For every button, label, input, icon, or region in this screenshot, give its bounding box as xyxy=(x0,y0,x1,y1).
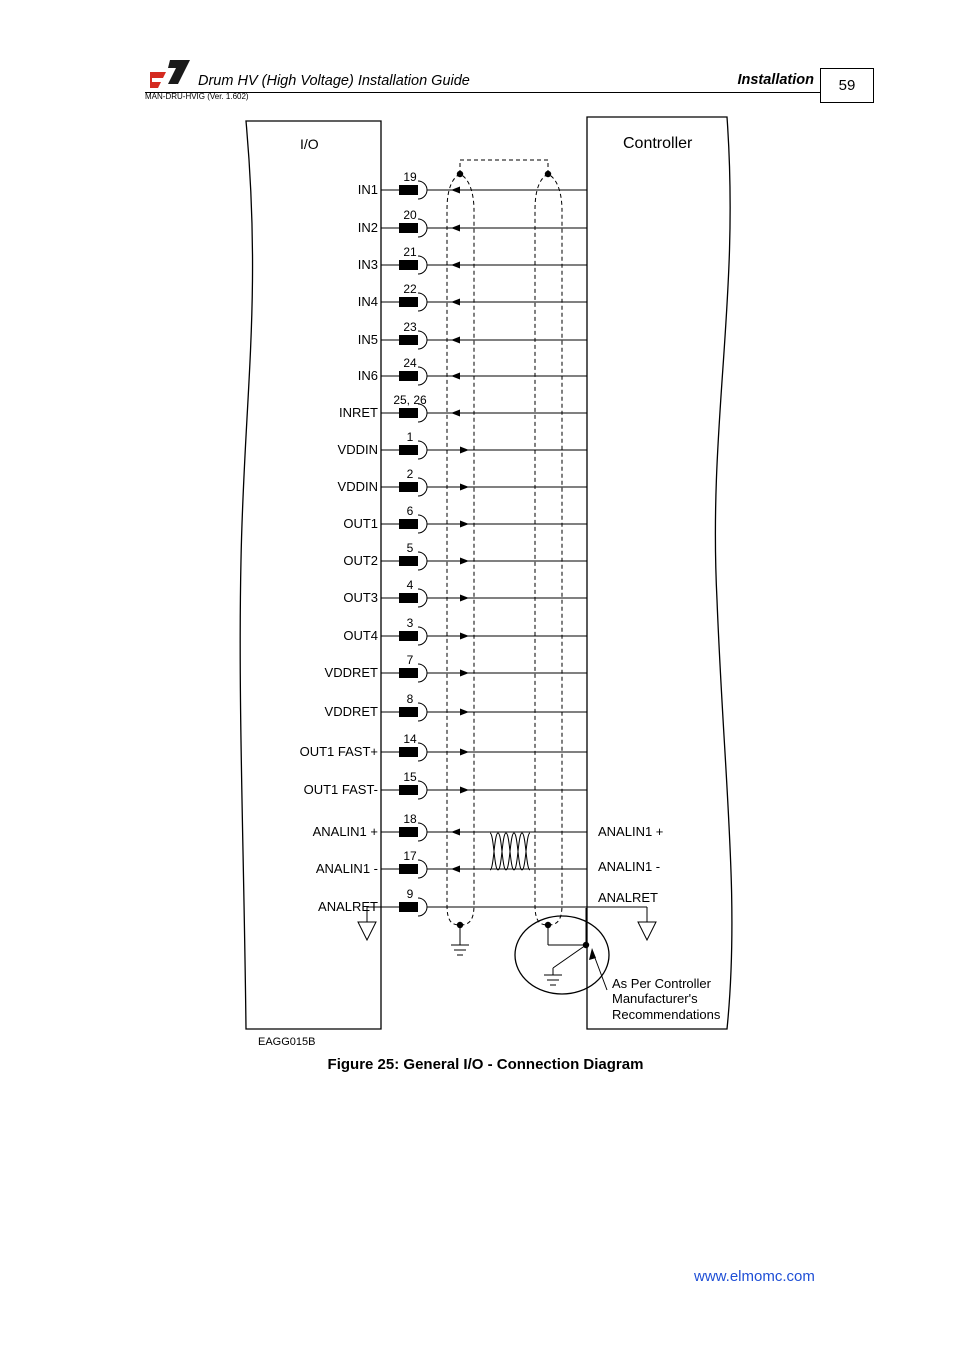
signal-row xyxy=(304,770,587,799)
connector-pin xyxy=(399,408,418,418)
signal-row xyxy=(318,887,587,916)
pin-number: 20 xyxy=(403,208,417,222)
signal-row xyxy=(338,467,587,496)
connector-pin xyxy=(399,297,418,307)
arrow-icon xyxy=(460,749,469,756)
footer-website-link[interactable]: www.elmomc.com xyxy=(694,1268,815,1285)
controller-ground-detail xyxy=(515,908,609,994)
signal-row xyxy=(343,616,587,645)
signal-label: ANALRET xyxy=(318,899,378,914)
arrow-icon xyxy=(451,299,460,306)
arrow-icon xyxy=(451,337,460,344)
arrow-icon xyxy=(460,595,469,602)
pin-number: 19 xyxy=(403,170,417,184)
signal-label: OUT1 FAST- xyxy=(303,782,378,797)
connector-pin xyxy=(399,519,418,529)
arrow-icon xyxy=(451,866,460,873)
signal-label: IN4 xyxy=(357,294,378,309)
connector-pin xyxy=(399,335,418,345)
controller-label-analin1-plus: ANALIN1 + xyxy=(598,824,664,839)
arrow-icon xyxy=(460,670,469,677)
signal-row xyxy=(316,849,587,878)
controller-box-label: Controller xyxy=(623,135,693,152)
connector-pin xyxy=(399,827,418,837)
arrow-icon xyxy=(451,829,460,836)
arrow-icon xyxy=(460,521,469,528)
signal-row xyxy=(358,282,587,311)
ground-note-line-1: As Per Controller xyxy=(612,976,711,991)
pin-number: 24 xyxy=(403,356,417,370)
document-code: MAN-DRU-HVIG (Ver. 1.602) xyxy=(145,92,249,101)
figure-caption: Figure 25: General I/O - Connection Diagram xyxy=(327,1056,644,1073)
signal-row xyxy=(339,393,587,422)
arrow-icon xyxy=(451,373,460,380)
pin-number: 14 xyxy=(403,732,417,746)
connector-pin xyxy=(399,556,418,566)
arrow-icon xyxy=(460,787,469,794)
signal-row xyxy=(325,692,587,721)
connector-pin xyxy=(399,631,418,641)
signal-rows xyxy=(300,170,587,916)
pin-number: 5 xyxy=(406,541,414,555)
figure-code: EAGG015B xyxy=(258,1036,316,1048)
signal-label: VDDRET xyxy=(324,665,378,680)
signal-label: OUT1 xyxy=(343,516,378,531)
ground-note-line-2: Manufacturer's xyxy=(612,991,698,1006)
twisted-pair-symbol xyxy=(490,833,530,870)
connector-pin xyxy=(399,482,418,492)
signal-row xyxy=(343,504,587,533)
signal-label: ANALIN1 - xyxy=(315,861,378,876)
controller-label-analin1-minus: ANALIN1 - xyxy=(598,859,661,874)
connector-pin xyxy=(399,593,418,603)
connector-pin xyxy=(399,864,418,874)
pin-number: 23 xyxy=(403,320,417,334)
pin-number: 22 xyxy=(403,282,417,296)
signal-label: OUT4 xyxy=(343,628,378,643)
signal-row xyxy=(358,320,587,349)
arrow-icon xyxy=(451,410,460,417)
section-title: Installation xyxy=(737,72,814,88)
signal-label: ANALIN1 + xyxy=(312,824,378,839)
analret-ground-right xyxy=(587,907,656,940)
connector-pin xyxy=(399,223,418,233)
signal-row xyxy=(358,208,587,237)
arrow-icon xyxy=(460,558,469,565)
cable-shield xyxy=(447,160,562,925)
signal-row xyxy=(338,430,587,459)
signal-row xyxy=(325,653,587,682)
arrow-icon xyxy=(451,262,460,269)
pin-number: 7 xyxy=(406,653,414,667)
pin-number: 1 xyxy=(406,430,414,444)
connector-pin xyxy=(399,902,418,912)
arrow-icon xyxy=(451,225,460,232)
signal-row xyxy=(343,578,587,607)
arrow-icon xyxy=(460,633,469,640)
connector-pin xyxy=(399,260,418,270)
signal-label: VDDIN xyxy=(337,479,378,494)
signal-row xyxy=(300,732,587,761)
arrow-icon xyxy=(460,709,469,716)
connector-pin xyxy=(399,185,418,195)
connector-pin xyxy=(399,707,418,717)
pin-number: 15 xyxy=(403,770,417,784)
pin-number: 6 xyxy=(406,504,414,518)
io-box-label: I/O xyxy=(300,136,319,152)
pin-number: 4 xyxy=(406,578,414,592)
pin-number: 21 xyxy=(403,245,417,259)
connector-pin xyxy=(399,668,418,678)
pin-number: 18 xyxy=(403,812,417,826)
signal-row xyxy=(313,812,587,841)
shield-ground-symbol xyxy=(451,922,469,955)
signal-row xyxy=(358,356,587,385)
arrow-icon xyxy=(460,484,469,491)
signal-row xyxy=(358,245,587,274)
signal-label: OUT3 xyxy=(343,590,378,605)
pin-number: 9 xyxy=(406,887,414,901)
signal-label: OUT2 xyxy=(343,553,378,568)
signal-label: VDDIN xyxy=(337,442,378,457)
signal-row xyxy=(343,541,587,570)
signal-label: IN5 xyxy=(357,332,378,347)
pin-number: 25, 26 xyxy=(393,393,427,407)
signal-label: IN6 xyxy=(357,368,378,383)
connector-pin xyxy=(399,445,418,455)
arrow-icon xyxy=(451,187,460,194)
document-title: Drum HV (High Voltage) Installation Guide xyxy=(198,73,470,89)
connector-pin xyxy=(399,371,418,381)
signal-label: IN1 xyxy=(357,182,378,197)
signal-label: IN3 xyxy=(357,257,378,272)
signal-label: IN2 xyxy=(357,220,378,235)
pin-number: 3 xyxy=(406,616,414,630)
pin-number: 17 xyxy=(403,849,417,863)
connector-pin xyxy=(399,747,418,757)
pin-number: 8 xyxy=(406,692,414,706)
signal-label: INRET xyxy=(339,405,378,420)
signal-label: OUT1 FAST+ xyxy=(299,744,378,759)
connector-pin xyxy=(399,785,418,795)
page-number: 59 xyxy=(820,68,874,103)
pin-number: 2 xyxy=(406,467,414,481)
controller-label-analret: ANALRET xyxy=(598,890,658,905)
signal-label: VDDRET xyxy=(324,704,378,719)
arrow-icon xyxy=(460,447,469,454)
ground-note-line-3: Recommendations xyxy=(612,1007,721,1022)
